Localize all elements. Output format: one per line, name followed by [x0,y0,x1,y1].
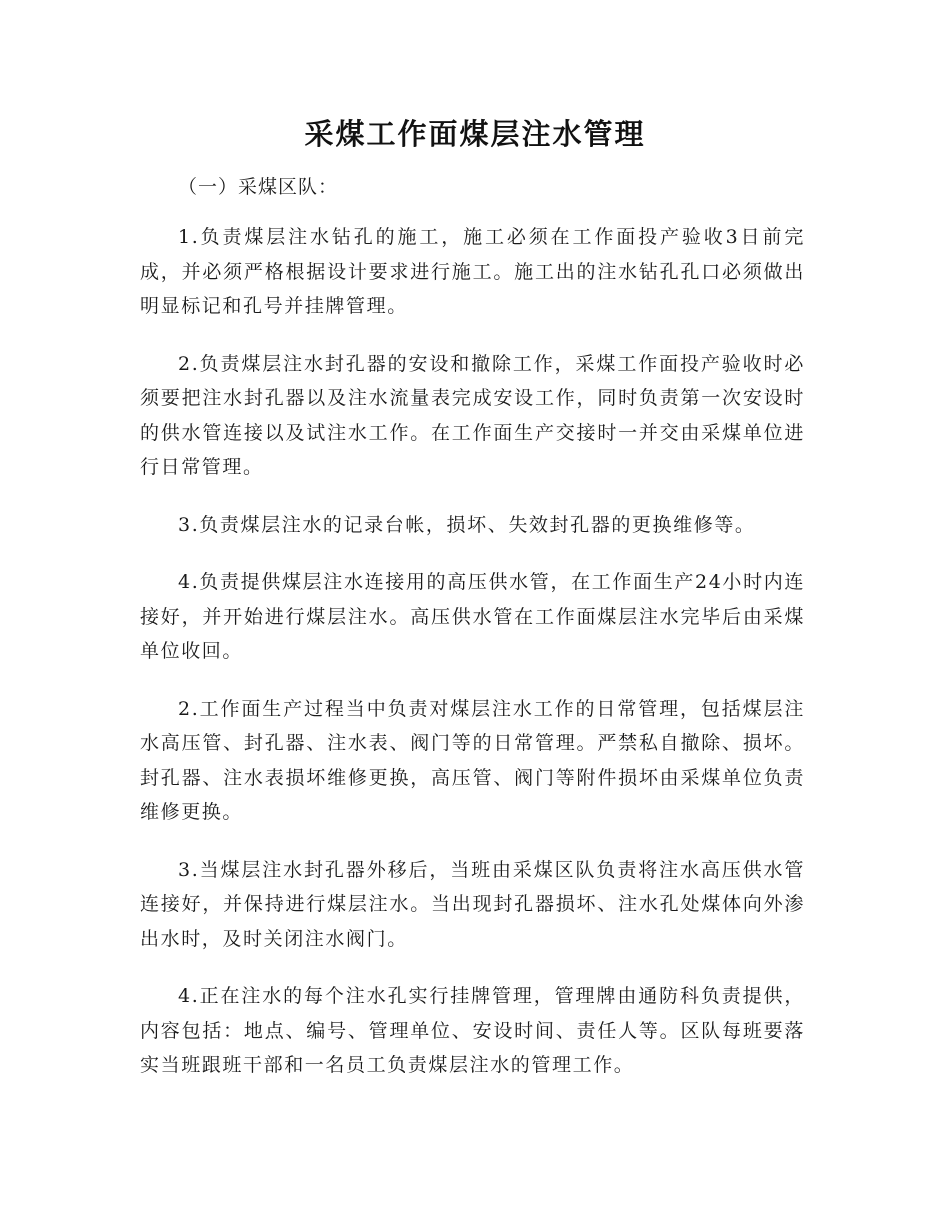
paragraph-3: 3.负责煤层注水的记录台帐，损坏、失效封孔器的更换维修等。 [178,513,756,536]
paragraph-list [140,220,805,1106]
paragraph-2: 2.负责煤层注水封孔器的安设和撤除工作，采煤工作面投产验收时必须要把注水封孔器以及注水流量表完成安设工作，同时负责第一次安设时的供水管连接以及试注水工作。在工作面生产交接时一并交由采煤单位进行日常管理。 [140,352,805,478]
section-heading: （一）采煤区队： [178,176,339,198]
document-title: 采煤工作面煤层注水管理 [304,117,646,151]
paragraph-5: 2.工作面生产过程当中负责对煤层注水工作的日常管理，包括煤层注水高压管、封孔器、注水表、阀门等的日常管理。严禁私自撤除、损坏。封孔器、注水表损坏维修更换，高压管、阀门等附件损坏由采煤单位负责维修更换。 [140,697,805,823]
paragraph-7: 4.正在注水的每个注水孔实行挂牌管理，管理牌由通防科负责提供，内容包括：地点、编号、管理单位、安设时间、责任人等。区队每班要落实当班跟班干部和一名员工负责煤层注水的管理工作。 [140,985,805,1076]
paragraph-6: 3.当煤层注水封孔器外移后，当班由采煤区队负责将注水高压供水管连接好，并保持进行煤层注水。当出现封孔器损坏、注水孔处煤体向外渗出水时，及时关闭注水阀门。 [140,858,805,950]
paragraph-1: 1.负责煤层注水钻孔的施工，施工必须在工作面投产验收3日前完成，并必须严格根据设计要求进行施工。施工出的注水钻孔孔口必须做出明显标记和孔号并挂牌管理。 [140,226,805,317]
paragraph-4: 4.负责提供煤层注水连接用的高压供水管，在工作面生产24小时内连接好，并开始进行煤层注水。高压供水管在工作面煤层注水完毕后由采煤单位收回。 [140,571,805,662]
